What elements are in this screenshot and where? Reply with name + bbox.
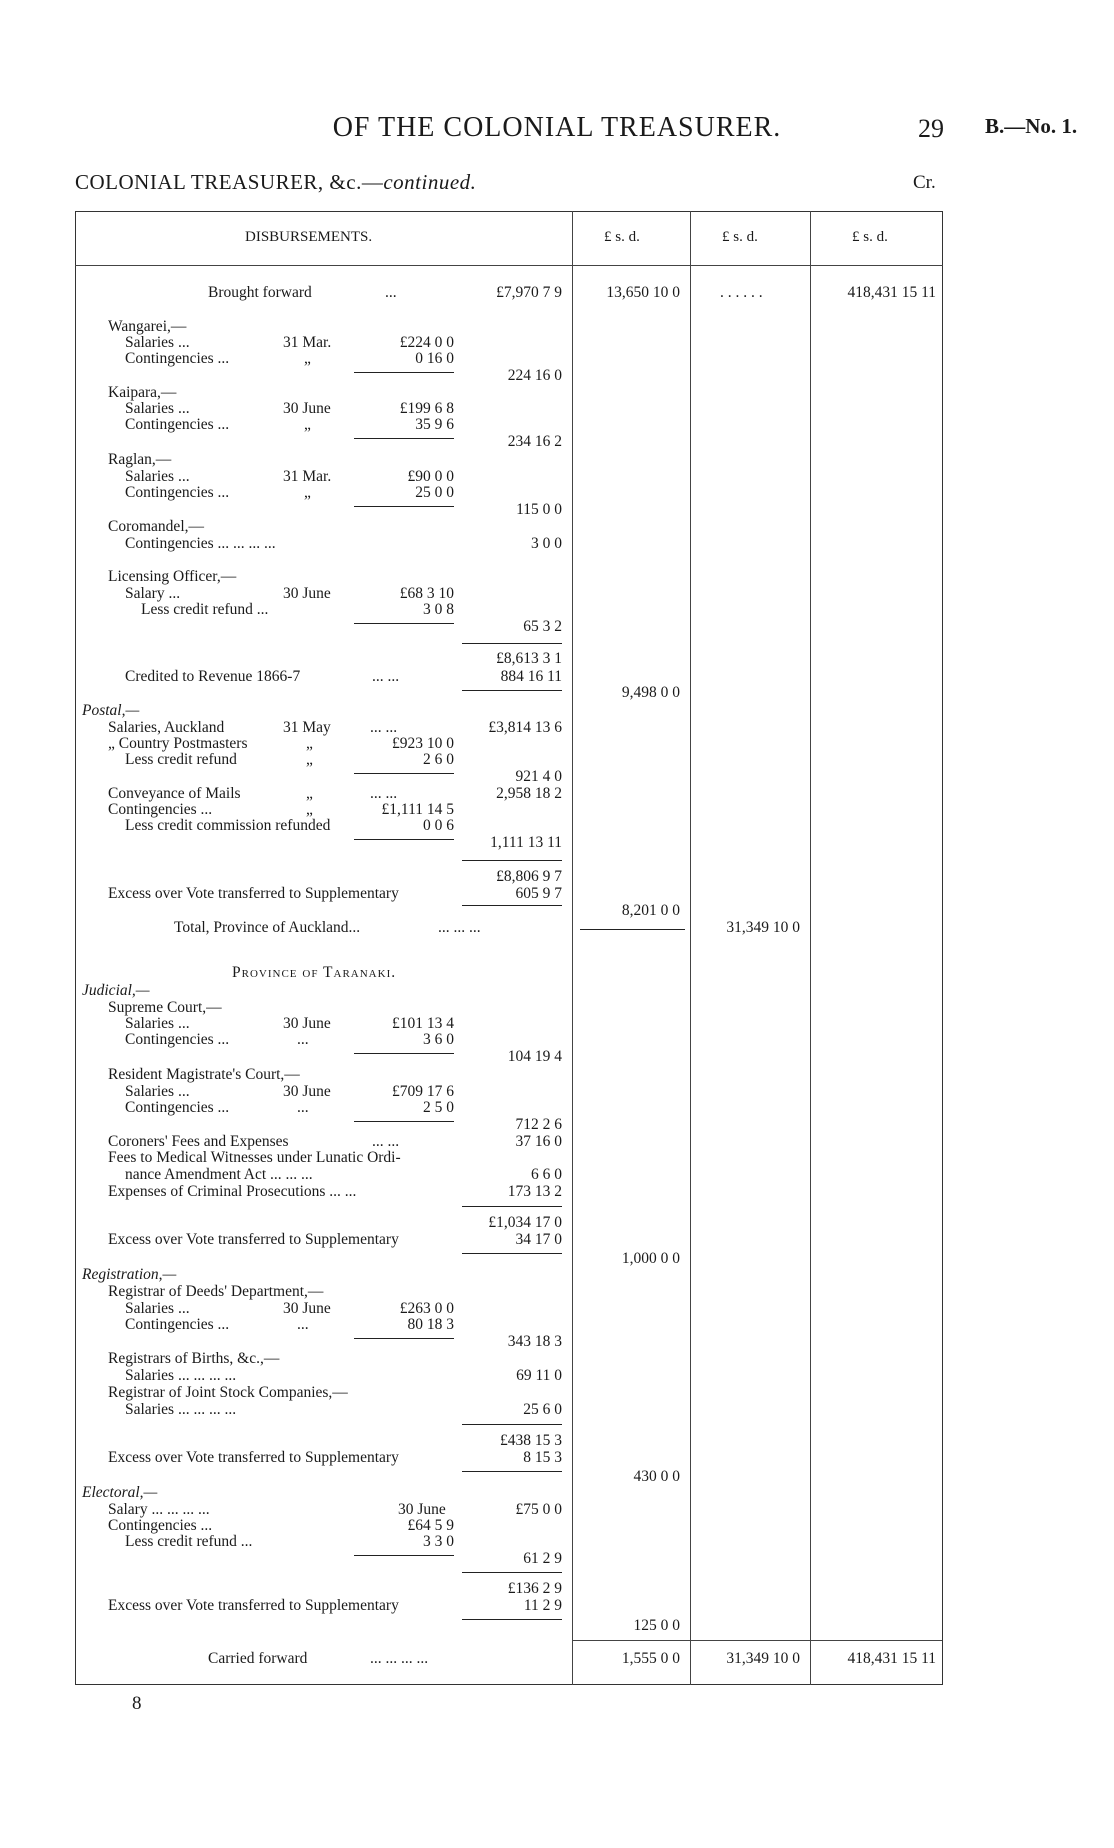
- deeds-salaries-label: Salaries ...: [125, 1300, 190, 1317]
- deeds-salaries-date: 30 June: [283, 1300, 331, 1317]
- electoral-heading-text: Electoral,—: [82, 1484, 158, 1501]
- postal-conveyance-date: „: [306, 785, 313, 802]
- postal-conveyance-label: Conveyance of Mails: [108, 785, 241, 802]
- deeds-contingencies-date: ...: [297, 1316, 309, 1333]
- judicial-heading: [82, 982, 150, 999]
- medical-fees-label-1: Fees to Medical Witnesses under Lunatic Ordi-: [108, 1149, 401, 1166]
- postal-col1: 8,201 0 0: [621, 902, 680, 919]
- raglan-heading: Raglan,—: [108, 451, 172, 468]
- sum-rule: [462, 1206, 562, 1207]
- postal-heading: [82, 702, 139, 719]
- wangarei-salaries-date: 31 Mar.: [283, 334, 332, 351]
- postal-contingencies-label: Contingencies ...: [108, 801, 213, 818]
- postal-country-total: 921 4 0: [515, 768, 562, 785]
- postal-salaries-amount: £3,814 13 6: [488, 719, 562, 736]
- carried-forward-rule: [572, 1640, 942, 1641]
- column-header-money-b: £ s. d.: [722, 229, 758, 245]
- sum-rule: [462, 1572, 562, 1573]
- sum-rule: [354, 623, 454, 624]
- medical-fees-amount: 6 6 0: [531, 1166, 562, 1183]
- joint-stock-heading: Registrar of Joint Stock Companies,—: [108, 1384, 348, 1401]
- rm-contingencies-date: ...: [297, 1099, 309, 1116]
- column-header-disbursements: DISBURSEMENTS.: [245, 229, 373, 245]
- brought-forward-label: Brought forward: [208, 284, 312, 301]
- sum-rule: [354, 1555, 454, 1556]
- column-header-money-a: £ s. d.: [604, 229, 640, 245]
- wangarei-contingencies-label: Contingencies ...: [125, 350, 230, 367]
- kaipara-salaries-date: 30 June: [283, 400, 331, 417]
- raglan-contingencies-amount: 25 0 0: [415, 484, 454, 501]
- sum-rule: [354, 839, 454, 840]
- deeds-heading: Registrar of Deeds' Department,—: [108, 1283, 324, 1300]
- dots: ... ...: [370, 719, 398, 736]
- rm-salaries-amount: £709 17 6: [392, 1083, 454, 1100]
- sum-rule: [462, 1424, 562, 1425]
- province-taranaki-title: Province of Taranaki.: [232, 964, 397, 981]
- dots: ... ... ...: [438, 919, 481, 936]
- joint-stock-salaries-amount: 25 6 0: [523, 1401, 562, 1418]
- births-salaries-label: Salaries ... ... ... ...: [125, 1367, 237, 1384]
- postal-contingencies-date: „: [306, 801, 313, 818]
- supreme-total: 104 19 4: [507, 1048, 562, 1065]
- judicial-excess-label: Excess over Vote transferred to Supplementary: [108, 1231, 399, 1248]
- auckland-total-col2: 31,349 10 0: [726, 919, 800, 936]
- kaipara-salaries-label: Salaries ...: [125, 400, 190, 417]
- deeds-total: 343 18 3: [507, 1333, 562, 1350]
- joint-stock-salaries-label: Salaries ... ... ... ...: [125, 1401, 237, 1418]
- sum-rule: [462, 860, 562, 861]
- wangarei-salaries-label: Salaries ...: [125, 334, 190, 351]
- electoral-excess-label: Excess over Vote transferred to Supplementary: [108, 1597, 399, 1614]
- postal-country-label: „ Country Postmasters: [108, 735, 248, 752]
- credited-revenue-amount: 884 16 11: [500, 668, 562, 685]
- kaipara-contingencies-label: Contingencies ...: [125, 416, 230, 433]
- sum-rule: [462, 905, 562, 906]
- dots: ... ...: [372, 668, 400, 685]
- postal-salaries-date: 31 May: [283, 719, 331, 736]
- registration-heading: [82, 1266, 176, 1283]
- raglan-contingencies-date: „: [304, 484, 311, 501]
- registration-col1: 430 0 0: [633, 1468, 680, 1485]
- dots: ... ... ... ...: [370, 1650, 429, 1667]
- licensing-salary-label: Salary ...: [125, 585, 181, 602]
- raglan-total: 115 0 0: [516, 501, 562, 518]
- registration-heading-text: Registration,—: [82, 1266, 177, 1283]
- signature-mark: 8: [132, 1693, 142, 1714]
- rm-contingencies-amount: 2 5 0: [423, 1099, 454, 1116]
- raglan-salaries-amount: £90 0 0: [407, 468, 454, 485]
- criminal-prosecutions-label: Expenses of Criminal Prosecutions ... ...: [108, 1183, 357, 1200]
- electoral-col1: 125 0 0: [633, 1617, 680, 1634]
- kaipara-heading: Kaipara,—: [108, 384, 177, 401]
- postal-refund-amount: 2 6 0: [423, 751, 454, 768]
- electoral-excess-amount: 11 2 9: [523, 1597, 562, 1614]
- raglan-contingencies-label: Contingencies ...: [125, 484, 230, 501]
- brought-forward-col2: . . . . . .: [720, 284, 763, 301]
- postal-salaries-label: Salaries, Auckland: [108, 719, 225, 736]
- section-heading: [75, 170, 476, 195]
- supreme-salaries-date: 30 June: [283, 1015, 331, 1032]
- carried-forward-col3: 418,431 15 11: [847, 1650, 936, 1667]
- sum-rule: [462, 1471, 562, 1472]
- sum-rule: [462, 690, 562, 691]
- licensing-salary-amount: £68 3 10: [399, 585, 454, 602]
- electoral-sum: £136 2 9: [507, 1580, 562, 1597]
- judicial-col1: 1,000 0 0: [621, 1250, 680, 1267]
- coromandel-heading: Coromandel,—: [108, 518, 204, 535]
- supreme-contingencies-date: ...: [297, 1031, 309, 1048]
- wangarei-salaries-amount: £224 0 0: [399, 334, 454, 351]
- supreme-salaries-amount: £101 13 4: [392, 1015, 454, 1032]
- postal-refund-date: „: [306, 751, 313, 768]
- header-divider: [75, 265, 943, 266]
- electoral-total: 61 2 9: [523, 1550, 562, 1567]
- postal-commission-label: Less credit commission refunded: [125, 817, 331, 834]
- rm-salaries-label: Salaries ...: [125, 1083, 190, 1100]
- dots: ... ...: [372, 1133, 400, 1150]
- column-header-money-c: £ s. d.: [852, 229, 888, 245]
- kaipara-contingencies-date: „: [304, 416, 311, 433]
- electoral-contingencies-label: Contingencies ...: [108, 1517, 213, 1534]
- electoral-refund-label: Less credit refund ...: [125, 1533, 253, 1550]
- sum-rule: [462, 1253, 562, 1254]
- postal-refund-label: Less credit refund: [125, 751, 237, 768]
- licensing-heading: Licensing Officer,—: [108, 568, 237, 585]
- page-title: OF THE COLONIAL TREASURER.: [332, 112, 782, 143]
- judicial-excess-amount: 34 17 0: [515, 1231, 562, 1248]
- sum-rule: [354, 506, 454, 507]
- dots: ...: [385, 284, 397, 301]
- carried-forward-col2: 31,349 10 0: [726, 1650, 800, 1667]
- postal-heading-text: Postal,—: [82, 702, 140, 719]
- sum-rule: [354, 438, 454, 439]
- electoral-refund-amount: 3 3 0: [423, 1533, 454, 1550]
- wangarei-contingencies-date: „: [304, 350, 311, 367]
- postal-country-amount: £923 10 0: [392, 735, 454, 752]
- electoral-contingencies-amount: £64 5 9: [407, 1517, 454, 1534]
- sum-rule: [462, 643, 562, 644]
- coromandel-total: 3 0 0: [531, 535, 562, 552]
- licensing-refund-amount: 3 0 8: [423, 601, 454, 618]
- auckland-subtotal: £8,613 3 1: [496, 650, 562, 667]
- dots: ... ...: [370, 785, 398, 802]
- licensing-salary-date: 30 June: [283, 585, 331, 602]
- postal-excess-label: Excess over Vote transferred to Supplementary: [108, 885, 399, 902]
- sum-rule: [354, 1053, 454, 1054]
- births-salaries-amount: 69 11 0: [516, 1367, 562, 1384]
- rm-total: 712 2 6: [515, 1116, 562, 1133]
- sum-rule: [462, 1619, 562, 1620]
- section-heading-main: COLONIAL TREASURER, &c.—: [75, 170, 384, 194]
- coromandel-contingencies-label: Contingencies ... ... ... ...: [125, 535, 276, 552]
- kaipara-contingencies-amount: 35 9 6: [415, 416, 454, 433]
- sum-rule: [354, 773, 454, 774]
- electoral-salary-date: 30 June: [398, 1501, 446, 1518]
- licensing-refund-label: Less credit refund ...: [141, 601, 269, 618]
- licensing-total: 65 3 2: [523, 618, 562, 635]
- rm-contingencies-label: Contingencies ...: [125, 1099, 230, 1116]
- auckland-col1: 9,498 0 0: [621, 684, 680, 701]
- coroners-amount: 37 16 0: [515, 1133, 562, 1150]
- carried-forward-col1: 1,555 0 0: [621, 1650, 680, 1667]
- brought-forward-col3: 418,431 15 11: [847, 284, 936, 301]
- page-number: 29: [918, 114, 944, 143]
- credited-revenue-label: Credited to Revenue 1866-7: [125, 668, 301, 685]
- raglan-salaries-date: 31 Mar.: [283, 468, 332, 485]
- brought-forward-sub: £7,970 7 9: [496, 284, 562, 301]
- postal-sum: £8,806 9 7: [496, 868, 562, 885]
- medical-fees-label-2: nance Amendment Act ... ... ...: [125, 1166, 313, 1183]
- judicial-sum: £1,034 17 0: [488, 1214, 562, 1231]
- supreme-court-heading: Supreme Court,—: [108, 999, 222, 1016]
- supreme-salaries-label: Salaries ...: [125, 1015, 190, 1032]
- sum-rule: [354, 1338, 454, 1339]
- wangarei-total: 224 16 0: [507, 367, 562, 384]
- kaipara-total: 234 16 2: [507, 433, 562, 450]
- rm-court-heading: Resident Magistrate's Court,—: [108, 1066, 300, 1083]
- postal-country-date: „: [306, 735, 313, 752]
- deeds-contingencies-label: Contingencies ...: [125, 1316, 230, 1333]
- credit-side-label: Cr.: [913, 172, 936, 193]
- judicial-heading-text: Judicial,—: [82, 982, 150, 999]
- births-heading: Registrars of Births, &c.,—: [108, 1350, 280, 1367]
- registration-sum: £438 15 3: [500, 1432, 562, 1449]
- wangarei-contingencies-amount: 0 16 0: [415, 350, 454, 367]
- electoral-salary-label: Salary ... ... ... ...: [108, 1501, 210, 1518]
- document-reference: B.—No. 1.: [985, 114, 1078, 138]
- rm-salaries-date: 30 June: [283, 1083, 331, 1100]
- supreme-contingencies-amount: 3 6 0: [423, 1031, 454, 1048]
- postal-excess-amount: 605 9 7: [515, 885, 562, 902]
- postal-conveyance-amount: 2,958 18 2: [496, 785, 562, 802]
- section-heading-continued: continued.: [383, 170, 477, 194]
- deeds-salaries-amount: £263 0 0: [399, 1300, 454, 1317]
- column-divider: [690, 211, 691, 1685]
- column-divider: [810, 211, 811, 1685]
- postal-commission-amount: 0 0 6: [423, 817, 454, 834]
- auckland-total-label: Total, Province of Auckland...: [174, 919, 361, 936]
- kaipara-salaries-amount: £199 6 8: [399, 400, 454, 417]
- sum-rule: [354, 372, 454, 373]
- column-divider: [572, 211, 573, 1685]
- coroners-label: Coroners' Fees and Expenses: [108, 1133, 289, 1150]
- criminal-prosecutions-amount: 173 13 2: [507, 1183, 562, 1200]
- electoral-heading: [82, 1484, 157, 1501]
- brought-forward-col1: 13,650 10 0: [606, 284, 680, 301]
- registration-excess-label: Excess over Vote transferred to Supplementary: [108, 1449, 399, 1466]
- sum-rule: [354, 1121, 454, 1122]
- postal-contingencies-total: 1,111 13 11: [490, 834, 562, 851]
- supreme-contingencies-label: Contingencies ...: [125, 1031, 230, 1048]
- postal-contingencies-amount: £1,111 14 5: [381, 801, 454, 818]
- wangarei-heading: Wangarei,—: [108, 318, 187, 335]
- sum-rule: [580, 929, 685, 930]
- electoral-salary-amount: £75 0 0: [515, 1501, 562, 1518]
- registration-excess-amount: 8 15 3: [523, 1449, 562, 1466]
- carried-forward-label: Carried forward: [208, 1650, 308, 1667]
- deeds-contingencies-amount: 80 18 3: [407, 1316, 454, 1333]
- raglan-salaries-label: Salaries ...: [125, 468, 190, 485]
